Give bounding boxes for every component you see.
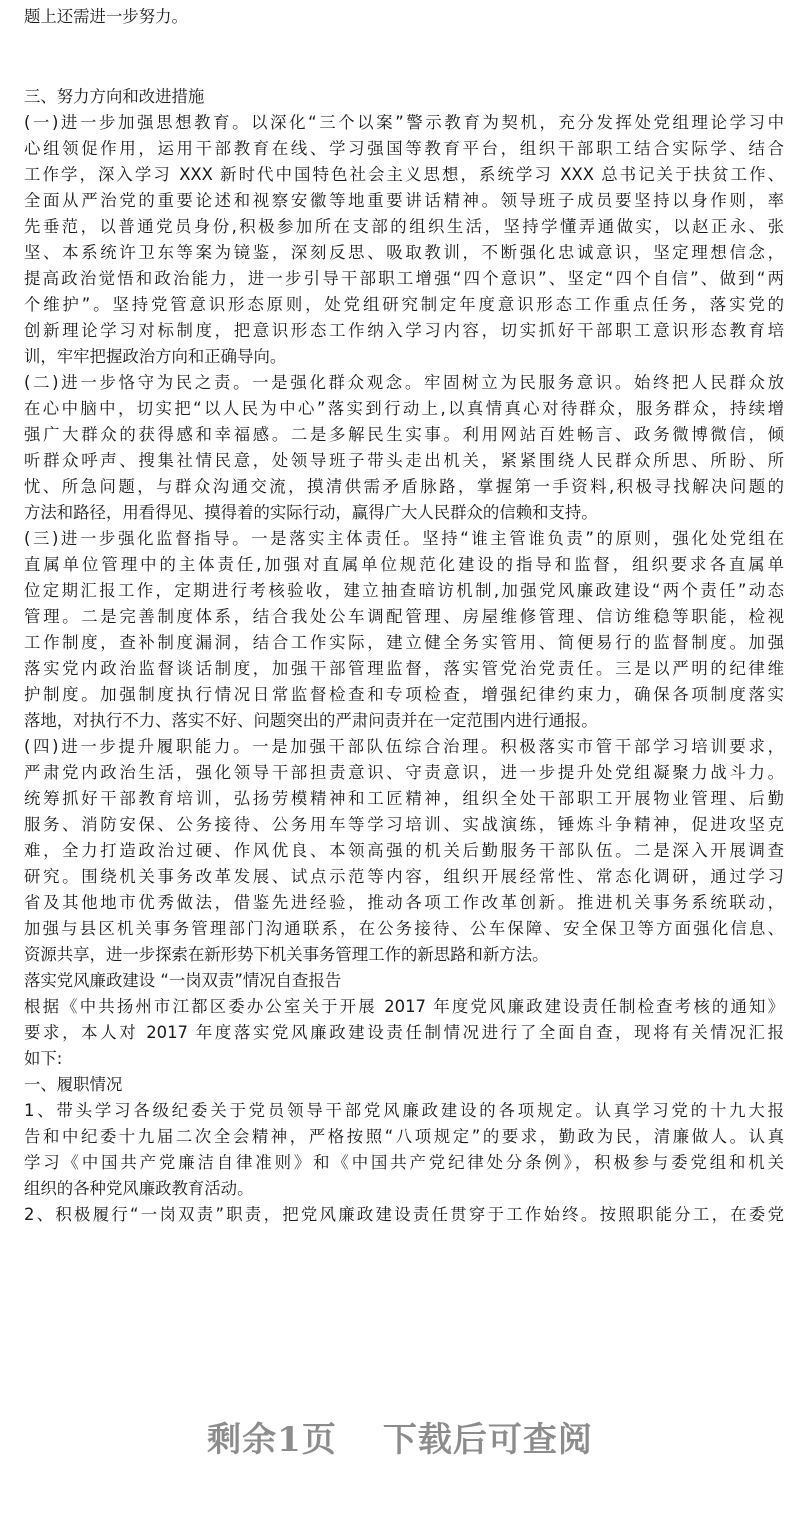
text-line: 2、积极履行“一岗双责”职责，把党风廉政建设责任贯穿于工作始终。按照职能分工，在委党	[24, 1205, 784, 1224]
text-line: 提高政治觉悟和政治能力，进一步引导干部职工增强“四个意识”、坚定“四个自信”、做到“两	[24, 269, 784, 288]
text-line: 直属单位管理中的主体责任,加强对直属单位规范化建设的指导和监督，组织要求各直属单	[24, 555, 784, 574]
text-line: 训，牢牢把握政治方向和正确导向。	[24, 347, 287, 366]
text-line: 落实党内政治监督谈话制度，加强干部管理监督，落实管党治党责任。三是以严明的纪律维	[24, 659, 784, 678]
text-line: 听群众呼声、搜集社情民意，处领导班子带头走出机关，紧紧围绕人民群众所思、所盼、所	[24, 451, 784, 470]
text-line: 位定期汇报工作，定期进行考核验收，建立抽查暗访机制,加强党风廉政建设“两个责任”动态	[24, 581, 784, 600]
text-line: (四)进一步提升履职能力。一是加强干部队伍综合治理。积极落实市管干部学习培训要求，	[24, 737, 784, 756]
text-line: 要求，本人对 2017 年度落实党风廉政建设责任制情况进行了全面自查，现将有关情况汇报	[24, 1023, 784, 1042]
text-line: 研究。围绕机关事务改革发展、试点示范等内容，组织开展经常性、常态化调研，通过学习	[24, 867, 784, 886]
text-line: 根据《中共扬州市江都区委办公室关于开展 2017 年度党风廉政建设责任制检查考核的通知》	[24, 997, 784, 1016]
text-line: 省及其他地市优秀做法，借鉴先进经验，推动各项工作改革创新。推进机关事务系统联动，	[24, 893, 784, 912]
text-line: 组织的各种党风廉政教育活动。	[24, 1179, 254, 1198]
text-line: 难，全力打造政治过硬、作风优良、本领高强的机关后勤服务干部队伍。二是深入开展调查	[24, 841, 784, 860]
section-heading: 一、履职情况	[24, 1075, 123, 1094]
section-heading: 三、努力方向和改进措施	[24, 87, 205, 106]
text-line: 忧、所急问题，与群众沟通交流，摸清供需矛盾脉路，掌握第一手资料,积极寻找解决问题的	[24, 477, 784, 496]
text-line: 方法和路径，用看得见、摸得着的实际行动，赢得广大人民群众的信赖和支持。	[24, 503, 598, 522]
text-line: 强广大群众的获得感和幸福感。二是多解民生实事。利用网站百姓畅言、政务微博微信，倾	[24, 425, 784, 444]
text-line: 严肃党内政治生活，强化领导干部担责意识、守责意识，进一步提升处党组凝聚力战斗力。	[24, 763, 784, 782]
text-line: 如下:	[24, 1049, 63, 1068]
text-line: 全面从严治党的重要论述和视察安徽等地重要讲话精神。领导班子成员要坚持以身作则，率	[24, 191, 784, 210]
text-line: (一)进一步加强思想教育。以深化“三个以案”警示教育为契机，充分发挥处党组理论学习中	[24, 113, 784, 132]
text-line: 个维护”。坚持党管意识形态原则，处党组研究制定年度意识形态工作重点任务，落实党的	[24, 295, 784, 314]
text-line: 管理。二是完善制度体系，结合我处公车调配管理、房屋维修管理、信访维稳等职能，检视	[24, 607, 784, 626]
text-line: 加强与县区机关事务管理部门沟通联系，在公务接待、公车保障、安全保卫等方面强化信息、	[24, 919, 784, 938]
text-line: 创新理论学习对标制度，把意识形态工作纳入学习内容，切实抓好干部职工意识形态教育培	[24, 321, 784, 340]
text-line: (三)进一步强化监督指导。一是落实主体责任。坚持“谁主管谁负责”的原则，强化处党组在	[24, 529, 784, 548]
remaining-pages-label: 剩余1页	[207, 1420, 337, 1460]
text-line: (二)进一步恪守为民之责。一是强化群众观念。牢固树立为民服务意识。始终把人民群众放	[24, 373, 784, 392]
text-line: 护制度。加强制度执行情况日常监督检查和专项检查，增强纪律约束力，确保各项制度落实	[24, 685, 784, 704]
text-line: 坚、本系统许卫东等案为镜鉴，深刻反思、吸取教训，不断强化忠诚意识，坚定理想信念，	[24, 243, 784, 262]
text-line: 告和中纪委十九届二次全会精神，严格按照“八项规定”的要求，勤政为民，清廉做人。认真	[24, 1127, 784, 1146]
text-line: 服务、消防安保、公务接待、公务用车等学习培训、实战演练，锤炼斗争精神，促进攻坚克	[24, 815, 784, 834]
text-line: 工作学，深入学习 XXX 新时代中国特色社会主义思想，系统学习 XXX 总书记关于扶贫工作、	[24, 165, 784, 184]
text-line: 题上还需进一步努力。	[24, 7, 188, 26]
report-title: 落实党风廉政建设 “一岗双责”情况自查报告	[24, 971, 342, 990]
text-line: 心组领促作用，运用干部教育在线、学习强国等教育平台，组织干部职工结合实际学、结合	[24, 139, 784, 158]
text-line: 学习《中国共产党廉洁自律准则》和《中国共产党纪律处分条例》，积极参与委党组和机关	[24, 1153, 784, 1172]
text-line: 统筹抓好干部教育培训，弘扬劳模精神和工匠精神，组织全处干部职工开展物业管理、后勤	[24, 789, 784, 808]
text-line: 在心中脑中，切实把“以人民为中心”落实到行动上,以真情真心对待群众，服务群众，持续增	[24, 399, 784, 418]
text-line: 1、带头学习各级纪委关于党员领导干部党风廉政建设的各项规定。认真学习党的十九大报	[24, 1101, 784, 1120]
text-line: 工作制度，查补制度漏洞，结合工作实际，建立健全务实管用、简便易行的监督制度。加强	[24, 633, 784, 652]
download-banner[interactable]	[0, 1405, 800, 1475]
text-line: 资源共享，进一步探索在新形势下机关事务管理工作的新思路和新方法。	[24, 945, 549, 964]
download-to-view-label: 下载后可查阅	[382, 1420, 593, 1460]
text-line: 落地，对执行不力、落实不好、问题突出的严肃问责并在一定范围内进行通报。	[24, 711, 598, 730]
text-line: 先垂范，以普通党员身份,积极参加所在支部的组织生活，坚持学懂弄通做实，以赵正永、张	[24, 217, 784, 236]
